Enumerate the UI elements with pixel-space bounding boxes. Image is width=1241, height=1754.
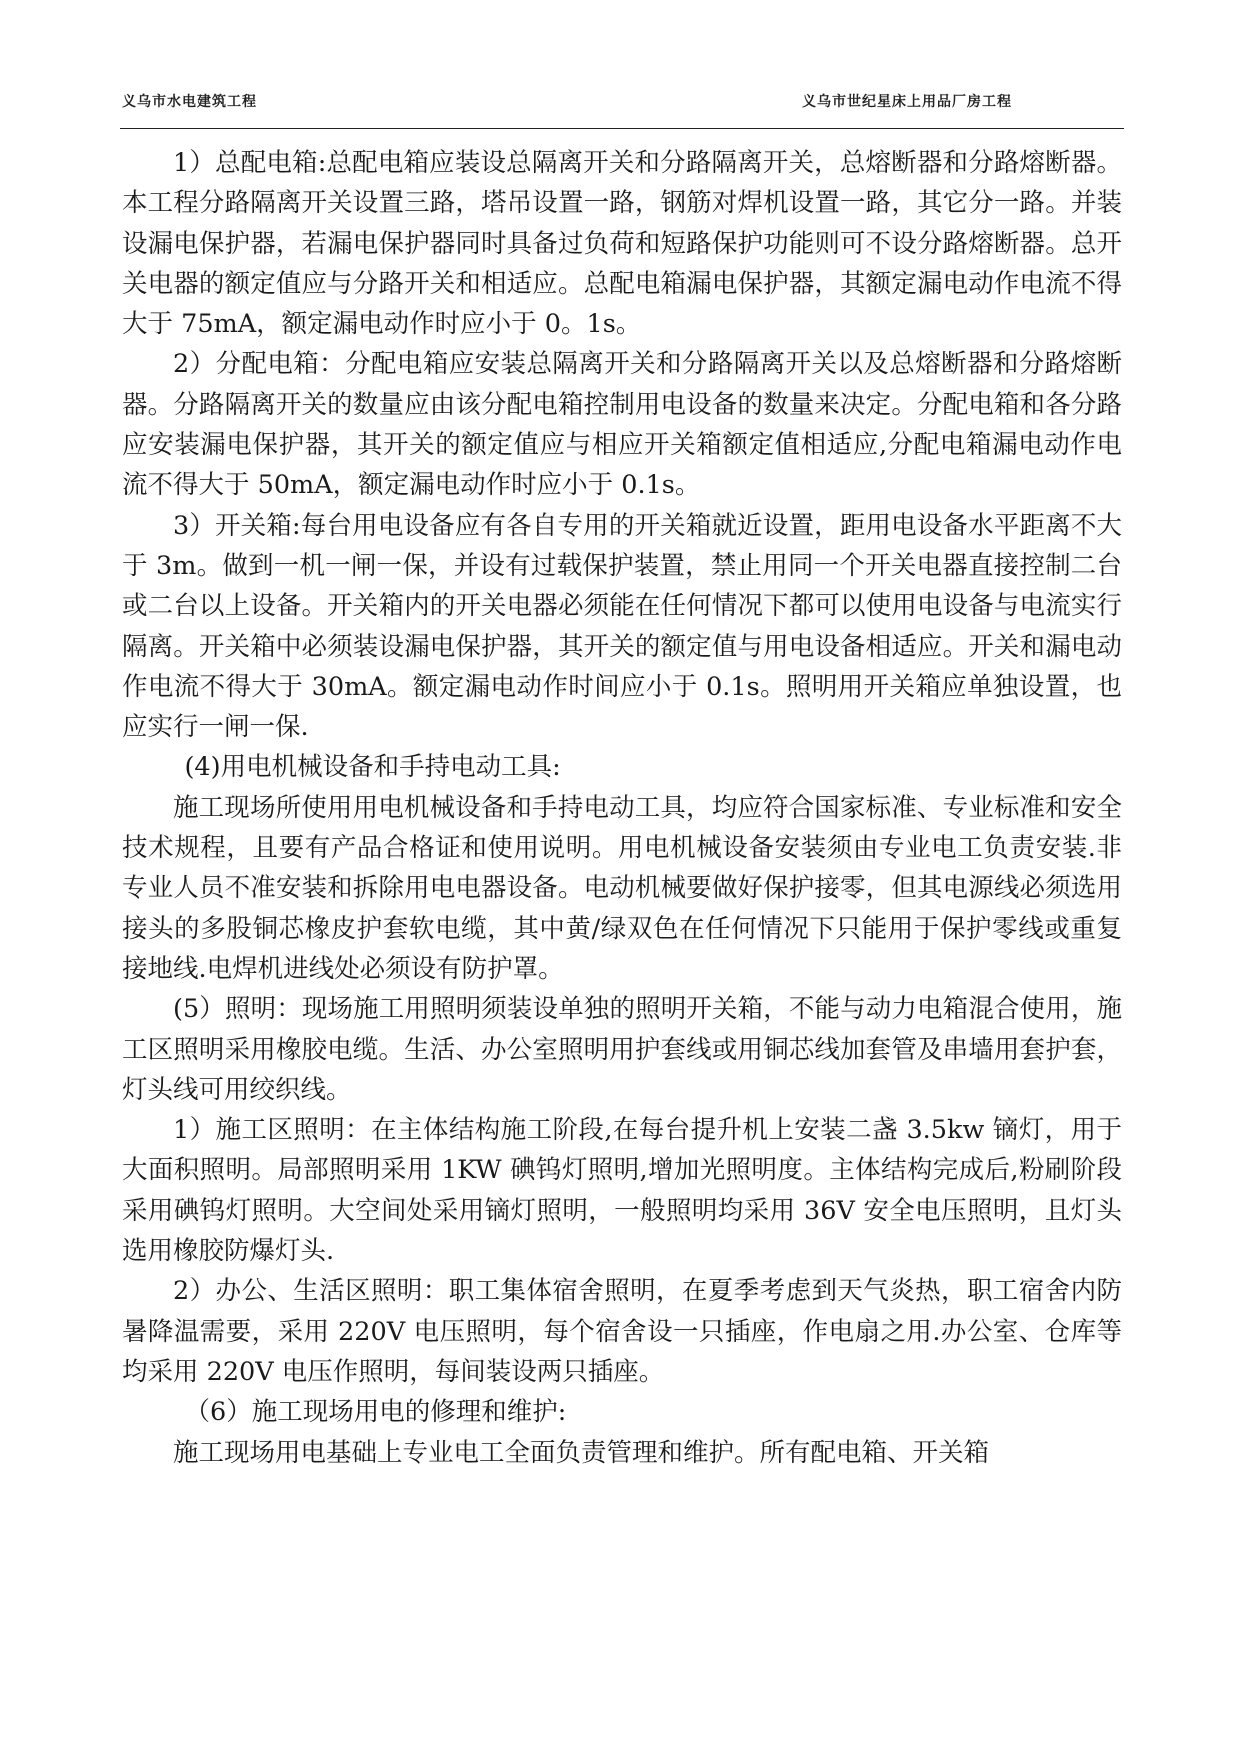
section-heading-maintenance: （6）施工现场用电的修理和维护: <box>184 1397 567 1428</box>
page-header <box>120 88 1124 129</box>
paragraph-electric-machinery: 施工现场所使用用电机械设备和手持电动工具，均应符合国家标准、专业标准和安全技术规程，且要有产品合格证和使用说明。用电机械设备安装须由专业电工负责安装.非专业人员不准安装和拆除用电电器设备。电动机械要做好保护接零，但其电源线必须选用接头的多股铜芯橡皮护套软电缆，其中黄/绿双色在任何情况下只能用于保护零线或重复接地线.电焊机进线处必须设有防护罩。 <box>122 792 1122 984</box>
section-heading-electric-machinery: (4)用电机械设备和手持电动工具: <box>184 752 561 783</box>
paragraph-construction-area-lighting: 1）施工区照明：在主体结构施工阶段,在每台提升机上安装二盏 3.5kw 镝灯，用于大面积照明。局部照明采用 1KW 碘钨灯照明,增加光照明度。主体结构完成后,粉刷阶段采用碘钨灯照明。大空间处采用镝灯照明，一般照明均采用 36V 安全电压照明，且灯头选用橡胶防爆灯头. <box>122 1115 1122 1267</box>
paragraph-maintenance: 施工现场用电基础上专业电工全面负责管理和维护。所有配电箱、开关箱 <box>173 1437 990 1468</box>
header-project: 义乌市世纪星床上用品厂房工程 <box>802 94 1012 110</box>
document-body <box>122 143 1122 1473</box>
paragraph-office-living-lighting: 2）办公、生活区照明：职工集体宿舍照明，在夏季考虑到天气炎热，职工宿舍内防暑降温需要，采用 220V 电压照明，每个宿舍设一只插座，作电扇之用.办公室、仓库等均采用 220V 电压作照明，每间装设两只插座。 <box>122 1276 1122 1387</box>
paragraph-sub-distribution-box: 2）分配电箱：分配电箱应安装总隔离开关和分路隔离开关以及总熔断器和分路熔断器。分路隔离开关的数量应由该分配电箱控制用电设备的数量来决定。分配电箱和各分路应安装漏电保护器，其开关的额定值应与相应开关箱额定值相适应,分配电箱漏电动作电流不得大于 50mA，额定漏电动作时应小于 0.1s。 <box>122 349 1122 501</box>
paragraph-lighting: (5）照明：现场施工用照明须装设单独的照明开关箱，不能与动力电箱混合使用，施工区照明采用橡胶电缆。生活、办公室照明用护套线或用铜芯线加套管及串墙用套护套，灯头线可用绞织线。 <box>122 994 1122 1105</box>
paragraph-switch-box: 3）开关箱:每台用电设备应有各自专用的开关箱就近设置，距用电设备水平距离不大于 3m。做到一机一闸一保，并设有过载保护装置，禁止用同一个开关电器直接控制二台或二台以上设备。开关箱内的开关电器必须能在任何情况下都可以使用电设备与电流实行隔离。开关箱中必须装设漏电保护器，其开关的额定值与用电设备相适应。开关和漏电动作电流不得大于 30mA。额定漏电动作时间应小于 0.1s。照明用开关箱应单独设置，也应实行一闸一保. <box>122 510 1122 743</box>
header-company: 义乌市水电建筑工程 <box>122 94 257 110</box>
paragraph-main-distribution-box: 1）总配电箱:总配电箱应装设总隔离开关和分路隔离开关，总熔断器和分路熔断器。本工程分路隔离开关设置三路，塔吊设置一路，钢筋对焊机设置一路，其它分一路。并装设漏电保护器，若漏电保护器同时具备过负荷和短路保护功能则可不设分路熔断器。总开关电器的额定值应与分路开关和相适应。总配电箱漏电保护器，其额定漏电动作电流不得大于 75mA，额定漏电动作时应小于 0。1s。 <box>122 148 1122 340</box>
